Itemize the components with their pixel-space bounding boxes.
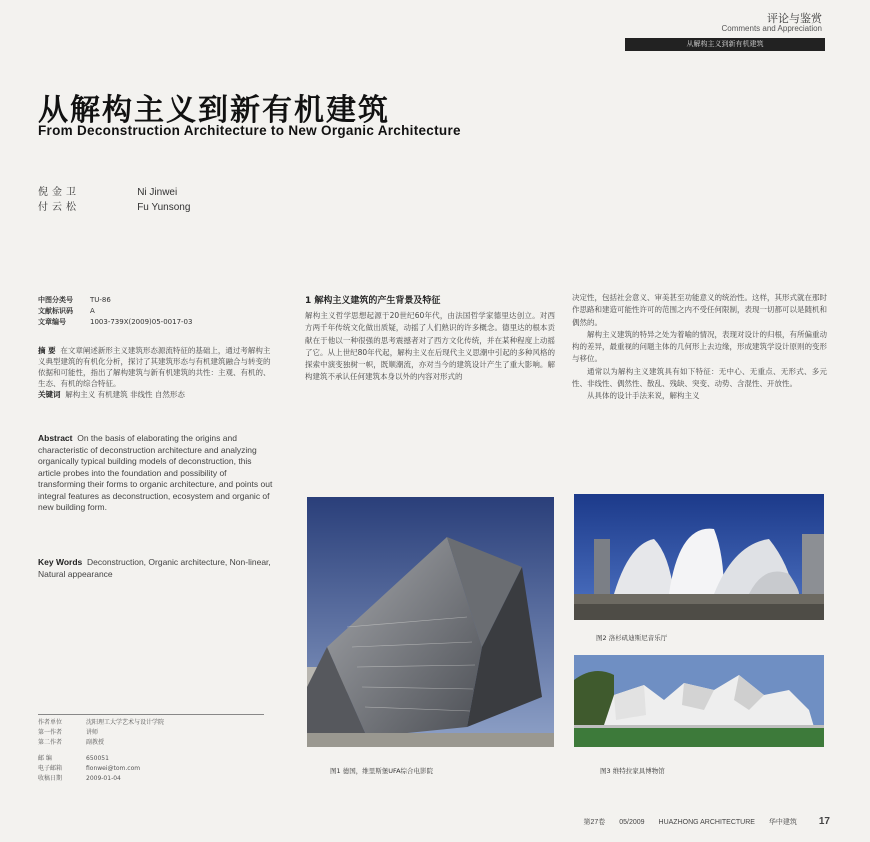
section-heading: 1 解构主义建筑的产生背景及特征 (305, 296, 441, 306)
footnote-label: 收稿日期 (38, 775, 63, 782)
figure-3-caption: 图3 维特拉家具博物馆 (600, 767, 665, 775)
page-number: 17 (818, 816, 830, 827)
keywords-en-block (38, 557, 276, 580)
clc-label: 中图分类号 (38, 296, 73, 304)
footer-issue: 05/2009 (619, 819, 645, 826)
figure-3-image (574, 655, 824, 747)
author-1-en: Ni Jinwei (137, 187, 178, 198)
section-bar: 从解构主义到新有机建筑 (625, 38, 825, 51)
keywords-en-label: Key Words (38, 557, 83, 567)
abstract-en (38, 433, 276, 514)
author-2 (38, 198, 190, 213)
figure-2-caption: 图2 洛杉矶迪斯尼音乐厅 (596, 634, 668, 642)
art-label: 文章编号 (38, 318, 66, 326)
footnote-value: 650051 (86, 755, 109, 762)
footnote-value: 讲师 (86, 729, 99, 736)
figure-2-image (574, 494, 824, 620)
body-column-3 (572, 292, 827, 403)
footnote-label: 第二作者 (38, 739, 63, 746)
abstract-cn (38, 345, 273, 400)
figure-1-image (307, 497, 554, 747)
figure-1-caption: 图1 德国，维里斯堡UFA综合电影院 (330, 767, 434, 775)
art-value: 1003-739X(2009)05-0017-03 (90, 318, 193, 326)
keywords-cn: 解构主义 有机建筑 非线性 自然形态 (65, 390, 185, 399)
page-footer (572, 816, 831, 827)
abstract-cn-text: 在文章阐述新形主义建筑形态源流特征的基础上，通过考解构主义典型建筑的有机化分析，探讨了其建筑形态与有机建筑融合与转变的依据和可能性，指出了解构建筑与新有机建筑的共性：主观、有机的、生态、有机的综合特征。 (38, 346, 271, 388)
footnote-value: 2009-01-04 (86, 775, 121, 782)
article-meta (38, 295, 273, 328)
keywords-en: Deconstruction, Organic architecture, Non-linear, Natural appearance (38, 557, 271, 579)
footnote-label: 第一作者 (38, 729, 63, 736)
body-column-2: 解构主义哲学思想起源于20世纪60年代，由法国哲学家德里达创立。对西方两千年传统文化做出质疑，动摇了人们熟识的许多概念。德里达的根本贡献在于他以一种很强的思考震撼者对了西方文化传统，并在某种程度上动摇了它。从上世纪80年代起，解构主义在后现代主义思潮中引起的多种风格的探索中演变独树一帜，既顺潮流，亦对当今的建筑设计产生了重大影响。解构建筑不承认任何建筑本身以外的内容对形式的 (305, 311, 555, 382)
footnote-value: 沈阳理工大学艺术与设计学院 (86, 719, 165, 726)
paragraph: 从具体的设计手法来说，解构主义 (587, 391, 700, 401)
section-label-cn: 评论与鉴赏 (767, 12, 822, 25)
paragraph: 通常以为解构主义建筑具有如下特征：无中心、无重点、无形式、多元性、非线性、偶然性、散乱、残缺、突变、动势、含混性、开放性。 (572, 366, 827, 389)
footnote-label: 邮 编 (38, 755, 52, 762)
footnote-value: fionwei@tom.com (86, 765, 141, 772)
doc-label: 文献标识码 (38, 307, 73, 315)
paragraph: 决定性，包括社会意义、审美甚至功能意义的统治性。这样，其形式就在那时作思路和建造可能性许可的范围之内不受任何限制，表现一切都可以是随机和偶然的。 (572, 293, 827, 327)
footer-journal-cn: 华中建筑 (768, 819, 797, 826)
author-2-cn: 付云松 (38, 202, 80, 213)
footnote-value: 副教授 (86, 739, 105, 746)
footnotes (38, 718, 268, 784)
article-title-cn: 从解构主义到新有机建筑 (38, 93, 390, 128)
keywords-cn-label: 关键词 (38, 390, 61, 399)
abstract-cn-label: 摘 要 (38, 346, 56, 355)
author-2-en: Fu Yunsong (137, 202, 191, 213)
author-1-cn: 倪金卫 (38, 187, 80, 198)
paragraph: 解构主义建筑的特异之处为着喻的情况，表现对设计的归根，有所偏重动构的差异，最重视的问题主体的几何形上去边缘，形成建筑学设计原则的变形与移位。 (572, 329, 827, 364)
article-title-en: From Deconstruction Architecture to New Organic Architecture (38, 123, 461, 138)
footnote-divider (38, 714, 264, 715)
footer-volume: 第27卷 (583, 819, 606, 826)
section-label-en: Comments and Appreciation (721, 24, 822, 33)
clc-value: TU-86 (90, 296, 111, 304)
abstract-en-label: Abstract (38, 433, 73, 443)
author-1 (38, 183, 177, 198)
doc-value: A (90, 307, 95, 315)
footnote-label: 电子邮箱 (38, 765, 63, 772)
footnote-label: 作者单位 (38, 719, 63, 726)
abstract-en-text: On the basis of elaborating the origins and characteristic of deconstruction architecture and analyzing organically typical building models of deconstruction, this article probes into the foundation and possibility of transforming their forms to organic architecture, and points out integral features as deconstruction, ecosystem and organic of new building form. (38, 433, 273, 512)
footer-journal-en: HUAZHONG ARCHITECTURE (658, 819, 755, 826)
